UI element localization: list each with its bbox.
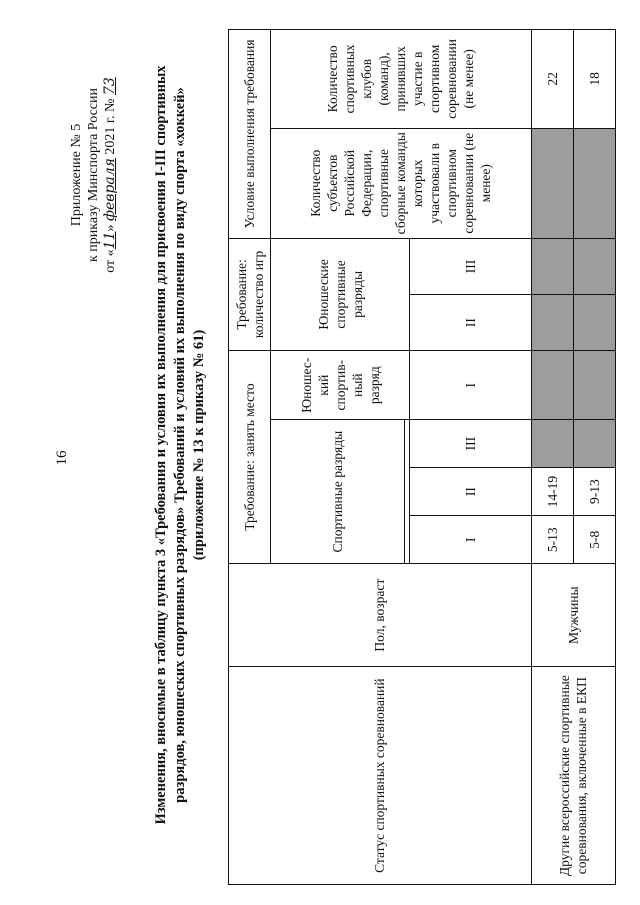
cell-rank-i: 5-8 (573, 516, 615, 564)
appendix-number: 73 (102, 77, 118, 96)
title-line2: разрядов, юношеских спортивных разрядов» Требований и условий их выполнения по виду спорта «хоккей» (172, 87, 188, 803)
header-condition-regions: Количество субъектов Российской Федерации, спортивные сборные команды которых участвовали в спортивном соревновании (не менее) (271, 128, 532, 238)
rotated-page (0, 5, 640, 905)
cell-shaded (573, 351, 615, 420)
cell-rank-ii: 14-19 (531, 467, 573, 516)
header-youth-i: I (409, 351, 531, 420)
cell-shaded (531, 295, 573, 351)
header-games-ii: II (409, 295, 531, 351)
header-rank-ii: II (409, 467, 531, 516)
cell-shaded (531, 238, 573, 294)
appendix-day: 11 (102, 231, 118, 250)
appendix-line2: к приказу Минспорта России (86, 88, 101, 262)
appendix-line1: Приложение № 5 (69, 123, 84, 227)
header-rank-iii: III (409, 420, 531, 468)
cell-shaded (573, 238, 615, 294)
cell-clubs: 22 (531, 30, 573, 129)
cell-clubs: 18 (573, 30, 615, 129)
header-sex-age: Пол, возраст (229, 564, 532, 667)
cell-shaded (573, 128, 615, 238)
appendix-header (68, 45, 119, 305)
header-rank-i: I (409, 516, 531, 564)
appendix-line3 (102, 45, 119, 305)
cell-rank-ii: 9-13 (573, 467, 615, 516)
header-place: Требование: занять место (229, 351, 271, 564)
cell-shaded (573, 420, 615, 468)
cell-shaded (531, 420, 573, 468)
row-status: Другие всероссийские спортивные соревнования, включенные в ЕКП (531, 667, 615, 885)
cell-rank-i: 5-13 (531, 516, 573, 564)
header-condition: Условие выполнения требования (229, 30, 271, 239)
cell-shaded (531, 128, 573, 238)
header-games-iii: III (409, 238, 531, 294)
title-line3: (приложение № 13 к приказу № 61) (191, 329, 207, 561)
cell-shaded (573, 295, 615, 351)
document-title (152, 65, 209, 825)
row-sex: Мужчины (531, 564, 615, 667)
header-youth-ranks: Юношеские спортивные разряды (271, 238, 410, 350)
cell-shaded (531, 351, 573, 420)
appendix-month: февраля (102, 158, 118, 221)
header-games: Требование: количество игр (229, 238, 271, 350)
header-condition-clubs: Количество спортивных клубов (команд), принявших участие в спортивном соревновании (не менее) (271, 30, 532, 129)
title-line1: Изменения, вносимые в таблицу пункта 3 «Требования и условия их выполнения для присвоения I-III спортивных (153, 65, 169, 825)
header-status: Статус спортивных соревнований (229, 667, 532, 885)
header-sport-ranks: Спортивные разряды (271, 420, 405, 564)
requirements-table (228, 29, 616, 885)
appendix-prefix: от « (103, 249, 118, 273)
appendix-mid: » (103, 224, 118, 232)
appendix-year: 2021 г. № (103, 98, 118, 155)
page-number: 16 (54, 450, 70, 466)
header-youth-rank: Юношес-кий спортив-ный разряд (271, 351, 410, 420)
